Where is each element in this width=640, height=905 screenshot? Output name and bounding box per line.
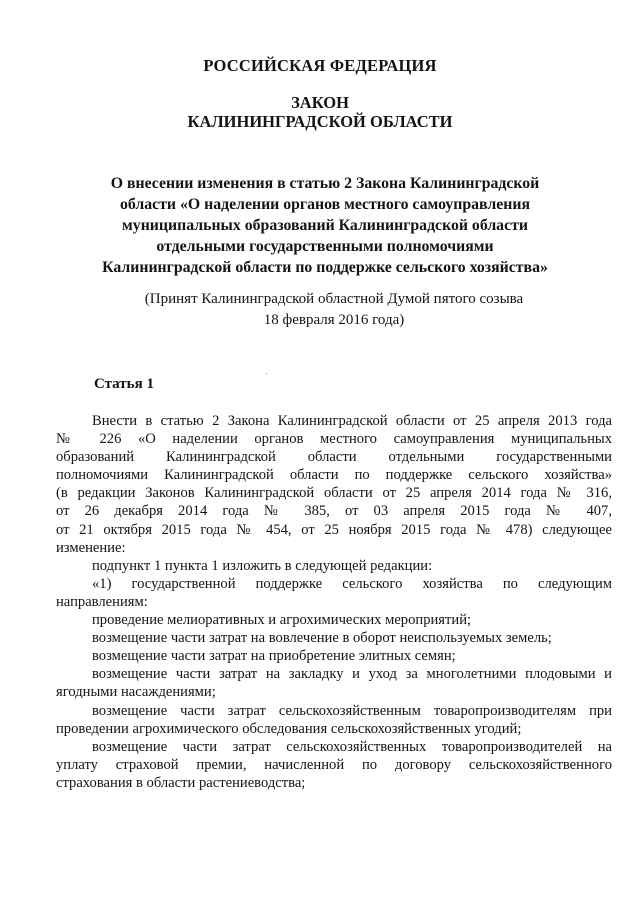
adoption-note	[60, 289, 608, 331]
article-paragraph	[56, 575, 612, 611]
paragraph-line: страхования в области растениеводства;	[56, 774, 306, 791]
law-title-line: муниципальных образований Калининградской области	[122, 217, 528, 234]
article-paragraph	[56, 738, 612, 792]
paragraph-line: возмещение части затрат на закладку и уход за многолетними плодовыми и	[92, 666, 612, 683]
law-title-line: О внесении изменения в статью 2 Закона Калининградской	[110, 175, 540, 192]
law-heading	[0, 93, 640, 131]
article-paragraph	[56, 665, 612, 701]
paragraph-line: возмещение части затрат на вовлечение в оборот неиспользуемых земель;	[92, 630, 552, 647]
article-paragraph	[56, 647, 612, 665]
paragraph-line: Внести в статью 2 Закона Калининградской области от 25 апреля 2013 года	[92, 413, 612, 429]
paragraph-line: полномочиями Калининградской области по поддержке сельского хозяйства»	[56, 467, 612, 484]
law-title	[60, 173, 590, 278]
article-paragraph	[56, 629, 612, 647]
paragraph-line: направлениям:	[56, 593, 148, 610]
paragraph-line: проведении агрохимического обследования сельскохозяйственных угодий;	[56, 720, 522, 737]
paragraph-line: (в редакции Законов Калининградской области от 25 апреля 2014 года № 316,	[56, 485, 612, 502]
paragraph-line: возмещение части затрат сельскохозяйственным товаропроизводителям при	[92, 702, 612, 719]
article-paragraph	[56, 611, 612, 629]
paragraph-line: от 26 декабря 2014 года № 385, от 03 апреля 2015 года № 407,	[56, 503, 612, 520]
paragraph-line: № 226 «О наделении органов местного самоуправления муниципальных	[56, 431, 612, 448]
law-title-line: Калининградской области по поддержке сельского хозяйства»	[102, 259, 548, 276]
adoption-note-line: (Принят Калининградской областной Думой пятого созыва	[144, 291, 524, 307]
article-body	[56, 412, 612, 792]
paragraph-line: изменение:	[56, 539, 126, 556]
article-paragraph	[56, 557, 612, 575]
law-region: КАЛИНИНГРАДСКОЙ ОБЛАСТИ	[187, 112, 453, 131]
paragraph-line: «1) государственной поддержке сельского хозяйства по следующим	[92, 575, 612, 592]
law-title-line: области «О наделении органов местного самоуправления	[119, 196, 531, 213]
paragraph-line: образований Калининградской области отдельными государственными	[56, 449, 612, 466]
article-paragraph	[56, 702, 612, 738]
law-title-line: отдельными государственными полномочиями	[156, 238, 494, 255]
paragraph-line: ягодными насаждениями;	[56, 684, 216, 701]
paragraph-line: возмещение части затрат на приобретение элитных семян;	[92, 648, 456, 665]
paragraph-line: уплату страховой премии, начисленной по договору сельскохозяйственного	[56, 756, 612, 773]
law-type: ЗАКОН	[291, 93, 349, 112]
country-heading: РОССИЙСКАЯ ФЕДЕРАЦИЯ	[203, 56, 437, 75]
adoption-note-line: 18 февраля 2016 года)	[263, 312, 405, 328]
paragraph-line: подпункт 1 пункта 1 изложить в следующей редакции:	[92, 557, 433, 574]
paragraph-line: проведение мелиоративных и агрохимических мероприятий;	[92, 612, 472, 629]
article-paragraph	[56, 412, 612, 557]
paragraph-line: от 21 октября 2015 года № 454, от 25 ноября 2015 года № 478) следующее	[56, 521, 612, 538]
paragraph-line: возмещение части затрат сельскохозяйственных товаропроизводителей на	[92, 738, 612, 755]
scan-speck	[266, 373, 267, 374]
article-title: Статья 1	[94, 376, 154, 392]
